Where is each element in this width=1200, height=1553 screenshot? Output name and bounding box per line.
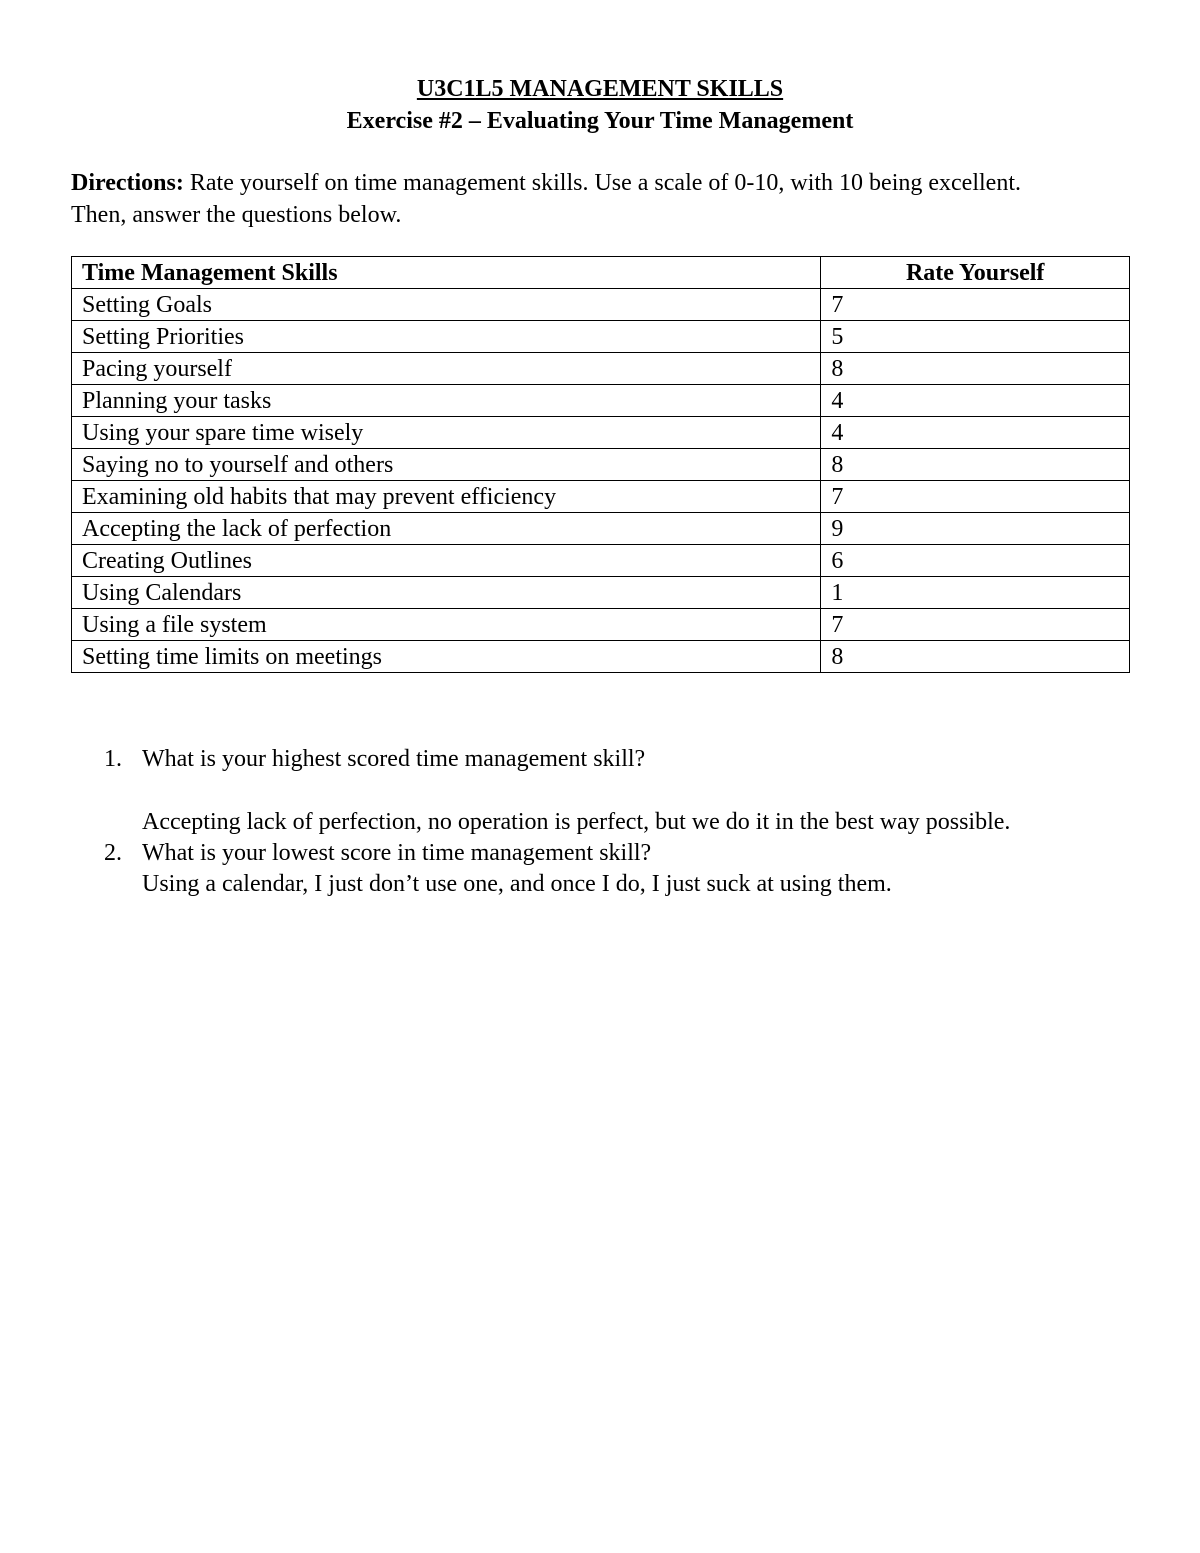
rating-cell: 7	[821, 289, 1130, 321]
skill-cell: Creating Outlines	[72, 545, 821, 577]
skills-rating-table	[71, 256, 1130, 673]
table-row	[72, 513, 1130, 545]
document-title: U3C1L5 MANAGEMENT SKILLS	[416, 76, 784, 102]
table-row	[72, 385, 1130, 417]
directions-paragraph	[71, 167, 1071, 231]
table-row	[72, 545, 1130, 577]
rating-cell: 9	[821, 513, 1130, 545]
skill-cell: Using a file system	[72, 609, 821, 641]
question-text: What is your lowest score in time management skill?	[142, 840, 652, 866]
table-row	[72, 641, 1130, 673]
table-row	[72, 321, 1130, 353]
question-number: 2.	[104, 840, 122, 866]
table-row	[72, 449, 1130, 481]
rating-cell: 8	[821, 353, 1130, 385]
rating-cell: 1	[821, 577, 1130, 609]
question-item	[100, 838, 1060, 900]
skill-cell: Accepting the lack of perfection	[72, 513, 821, 545]
skill-cell: Setting Goals	[72, 289, 821, 321]
skills-column-header: Time Management Skills	[72, 257, 821, 289]
rating-cell: 4	[821, 385, 1130, 417]
rating-cell: 7	[821, 609, 1130, 641]
answer-text: Using a calendar, I just don’t use one, and once I do, I just suck at using them.	[142, 871, 892, 897]
table-row	[72, 577, 1130, 609]
table-row	[72, 481, 1130, 513]
questions-list	[100, 744, 1060, 900]
skill-cell: Pacing yourself	[72, 353, 821, 385]
rating-cell: 8	[821, 449, 1130, 481]
skill-cell: Setting Priorities	[72, 321, 821, 353]
table-row	[72, 609, 1130, 641]
rating-cell: 5	[821, 321, 1130, 353]
exercise-subtitle: Exercise #2 – Evaluating Your Time Management	[346, 108, 854, 134]
rating-cell: 7	[821, 481, 1130, 513]
table-row	[72, 289, 1130, 321]
skill-cell: Using Calendars	[72, 577, 821, 609]
rating-cell: 8	[821, 641, 1130, 673]
directions-label: Directions:	[71, 170, 184, 196]
rating-cell: 4	[821, 417, 1130, 449]
rating-column-header: Rate Yourself	[821, 257, 1130, 289]
table-row	[72, 353, 1130, 385]
table-header-row	[72, 257, 1130, 289]
skill-cell: Examining old habits that may prevent efficiency	[72, 481, 821, 513]
skill-cell: Using your spare time wisely	[72, 417, 821, 449]
question-text: What is your highest scored time management skill?	[142, 746, 646, 772]
skill-cell: Saying no to yourself and others	[72, 449, 821, 481]
answer-text: Accepting lack of perfection, no operation is perfect, but we do it in the best way possible.	[142, 809, 1011, 835]
skill-cell: Setting time limits on meetings	[72, 641, 821, 673]
question-item	[100, 744, 1060, 838]
skill-cell: Planning your tasks	[72, 385, 821, 417]
table-row	[72, 417, 1130, 449]
rating-cell: 6	[821, 545, 1130, 577]
directions-text: Rate yourself on time management skills. Use a scale of 0-10, with 10 being excellent. Then, answer the questions below.	[71, 170, 1021, 228]
question-number: 1.	[104, 746, 122, 772]
